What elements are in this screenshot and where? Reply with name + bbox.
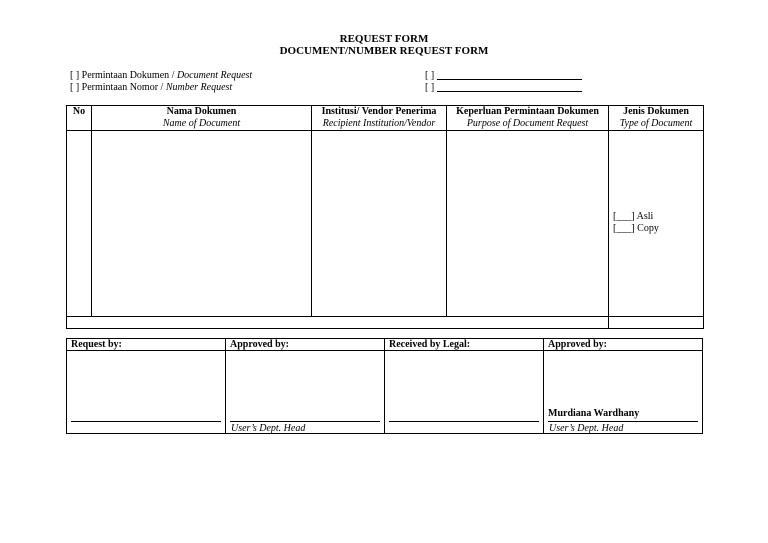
signature-box-request[interactable] (67, 351, 226, 434)
option-checkbox[interactable]: [ ] (425, 70, 435, 81)
cell-document-name[interactable] (92, 131, 312, 317)
signature-header-row (67, 339, 703, 351)
column-header-document-name: Nama Dokumen Name of Document (92, 106, 312, 131)
type-option-copy[interactable]: [___] Copy (613, 223, 659, 234)
footer-cell-type (609, 317, 704, 329)
option-label: Permintaan Dokumen / (81, 70, 177, 81)
signature-header-approved-final: Approved by: (544, 339, 703, 351)
form-title: REQUEST FORM (339, 33, 429, 45)
option-checkbox[interactable]: [ ] (70, 82, 80, 93)
signature-line (389, 421, 539, 422)
cell-document-type (609, 131, 704, 317)
option-label-en: Number Request (165, 82, 233, 93)
column-header-no: No (67, 106, 92, 131)
blank-field[interactable] (437, 82, 582, 92)
cell-recipient[interactable] (312, 131, 447, 317)
column-header-document-type: Jenis Dokumen Type of Document (609, 106, 704, 131)
type-option-original[interactable]: [___] Asli (613, 211, 654, 222)
signature-header-request: Request by: (67, 339, 226, 351)
option-checkbox[interactable]: [ ] (70, 70, 80, 81)
option-label-en: Document Request (176, 70, 253, 81)
column-header-recipient: Institusi/ Vendor Penerima Recipient Institution/Vendor (312, 106, 447, 131)
request-table (66, 105, 704, 329)
option-other-1[interactable] (425, 70, 582, 81)
signature-line (548, 421, 698, 422)
signatory-name: Murdiana Wardhany (548, 408, 640, 419)
signature-box-approved[interactable] (226, 351, 385, 434)
signature-caption: User’s Dept. Head (549, 423, 624, 434)
signature-header-received-legal: Received by Legal: (385, 339, 544, 351)
signature-caption: User’s Dept. Head (231, 423, 306, 434)
signature-table (66, 338, 703, 434)
table-header-row (67, 106, 704, 131)
option-checkbox[interactable]: [ ] (425, 82, 435, 93)
signature-header-approved: Approved by: (226, 339, 385, 351)
option-number-request[interactable] (70, 82, 232, 93)
option-document-request[interactable] (70, 70, 252, 81)
column-header-purpose: Keperluan Permintaan Dokumen Purpose of Document Request (447, 106, 609, 131)
form-subtitle: DOCUMENT/NUMBER REQUEST FORM (279, 45, 489, 57)
option-label: Permintaan Nomor / (81, 82, 166, 93)
signature-box-received-legal[interactable] (385, 351, 544, 434)
cell-purpose[interactable] (447, 131, 609, 317)
table-row (67, 131, 704, 317)
signature-row (67, 351, 703, 434)
blank-field[interactable] (437, 70, 582, 80)
footer-cell (67, 317, 609, 329)
table-footer-row (67, 317, 704, 329)
signature-line (71, 421, 221, 422)
signature-box-approved-final[interactable] (544, 351, 703, 434)
option-other-2[interactable] (425, 82, 582, 93)
cell-no[interactable] (67, 131, 92, 317)
signature-line (230, 421, 380, 422)
